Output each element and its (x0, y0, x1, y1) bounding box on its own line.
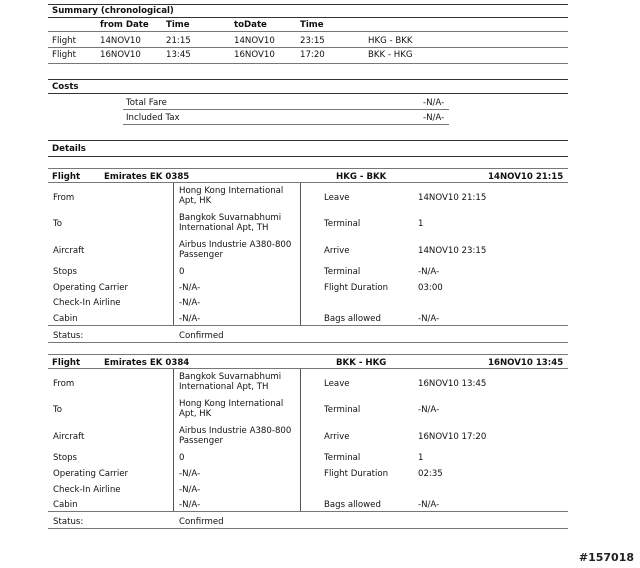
total-fare-value: -N/A- (423, 98, 445, 108)
stops-value: 0 (179, 267, 185, 277)
flight-date-time: 14NOV10 21:15 (488, 172, 564, 182)
arrive-label: Arrive (324, 432, 350, 442)
flight-date-time: 16NOV10 13:45 (488, 358, 564, 368)
to-value: Hong Kong International Apt, HK (179, 399, 284, 419)
bags-allowed-value: -N/A- (418, 500, 440, 510)
summary-header-from-date: from Date (100, 20, 149, 30)
arrive-value: 16NOV10 17:20 (418, 432, 487, 442)
status-value: Confirmed (179, 331, 224, 341)
stops-label: Stops (53, 267, 78, 277)
operating-carrier-label: Operating Carrier (53, 469, 129, 479)
total-fare-label: Total Fare (126, 98, 167, 108)
terminal-value: -N/A- (418, 405, 440, 415)
summary-header-to-date: toDate (234, 20, 267, 30)
costs-title: Costs (52, 82, 79, 92)
included-tax-label: Included Tax (126, 113, 180, 123)
flight-duration-label: Flight Duration (324, 283, 389, 293)
summary-from-date: 14NOV10 (100, 36, 141, 46)
summary-from-time: 21:15 (166, 36, 191, 46)
summary-type: Flight (52, 36, 76, 46)
status-label: Status: (53, 517, 84, 527)
terminal-label: Terminal (324, 219, 361, 229)
to-label: To (53, 219, 63, 229)
bags-allowed-label: Bags allowed (324, 314, 381, 324)
flight-duration-value: 02:35 (418, 469, 443, 479)
terminal-label: Terminal (324, 267, 361, 277)
summary-to-date: 14NOV10 (234, 36, 275, 46)
aircraft-label: Aircraft (53, 432, 85, 442)
terminal-value: -N/A- (418, 267, 440, 277)
summary-route: BKK - HKG (368, 50, 413, 60)
summary-to-time: 17:20 (300, 50, 325, 60)
flight-duration-label: Flight Duration (324, 469, 389, 479)
flight-route: HKG - BKK (336, 172, 387, 182)
summary-to-time: 23:15 (300, 36, 325, 46)
operating-carrier-value: -N/A- (179, 469, 201, 479)
summary-route: HKG - BKK (368, 36, 413, 46)
summary-title: Summary (chronological) (52, 6, 174, 16)
status-value: Confirmed (179, 517, 224, 527)
checkin-airline-value: -N/A- (179, 298, 201, 308)
details-title: Details (52, 144, 86, 154)
summary-type: Flight (52, 50, 76, 60)
from-value: Bangkok Suvarnabhumi International Apt, TH (179, 372, 282, 392)
summary-from-date: 16NOV10 (100, 50, 141, 60)
checkin-airline-label: Check-In Airline (53, 485, 121, 495)
flight-duration-value: 03:00 (418, 283, 443, 293)
to-value: Bangkok Suvarnabhumi International Apt, TH (179, 213, 282, 233)
summary-from-time: 13:45 (166, 50, 191, 60)
stops-label: Stops (53, 453, 78, 463)
flight-route: BKK - HKG (336, 358, 387, 368)
summary-header-to-time: Time (300, 20, 324, 30)
terminal-label: Terminal (324, 453, 361, 463)
from-label: From (53, 379, 75, 389)
status-label: Status: (53, 331, 84, 341)
from-label: From (53, 193, 75, 203)
flight-airline: Emirates EK 0385 (104, 172, 190, 182)
aircraft-label: Aircraft (53, 246, 85, 256)
terminal-value: 1 (418, 453, 424, 463)
aircraft-value: Airbus Industrie A380-800 Passenger (179, 240, 292, 260)
summary-header-from-time: Time (166, 20, 190, 30)
leave-value: 14NOV10 21:15 (418, 193, 487, 203)
to-label: To (53, 405, 63, 415)
bags-allowed-value: -N/A- (418, 314, 440, 324)
terminal-label: Terminal (324, 405, 361, 415)
checkin-airline-label: Check-In Airline (53, 298, 121, 308)
leave-label: Leave (324, 193, 350, 203)
cabin-value: -N/A- (179, 314, 201, 324)
flight-header-label: Flight (52, 172, 81, 182)
watermark: #157018 (578, 551, 634, 564)
flight-header-label: Flight (52, 358, 81, 368)
leave-value: 16NOV10 13:45 (418, 379, 487, 389)
flight-airline: Emirates EK 0384 (104, 358, 190, 368)
included-tax-value: -N/A- (423, 113, 445, 123)
from-value: Hong Kong International Apt, HK (179, 186, 284, 206)
bags-allowed-label: Bags allowed (324, 500, 381, 510)
arrive-value: 14NOV10 23:15 (418, 246, 487, 256)
terminal-value: 1 (418, 219, 424, 229)
cabin-value: -N/A- (179, 500, 201, 510)
cabin-label: Cabin (53, 314, 78, 324)
arrive-label: Arrive (324, 246, 350, 256)
aircraft-value: Airbus Industrie A380-800 Passenger (179, 426, 292, 446)
stops-value: 0 (179, 453, 185, 463)
operating-carrier-label: Operating Carrier (53, 283, 129, 293)
operating-carrier-value: -N/A- (179, 283, 201, 293)
cabin-label: Cabin (53, 500, 78, 510)
summary-to-date: 16NOV10 (234, 50, 275, 60)
checkin-airline-value: -N/A- (179, 485, 201, 495)
leave-label: Leave (324, 379, 350, 389)
